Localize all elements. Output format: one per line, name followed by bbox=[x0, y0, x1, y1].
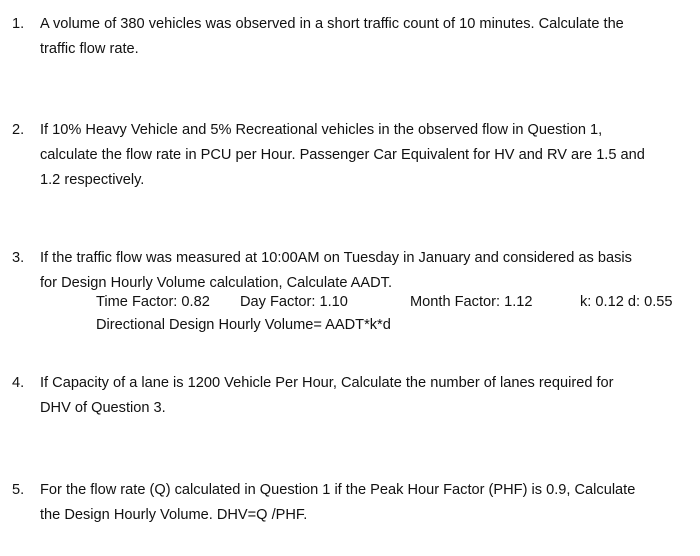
question-line: A volume of 380 vehicles was observed in a short traffic count of 10 minutes. Calculate the bbox=[40, 16, 624, 32]
question-line: If Capacity of a lane is 1200 Vehicle Per Hour, Calculate the number of lanes required for bbox=[40, 375, 614, 391]
question-line: for Design Hourly Volume calculation, Calculate AADT. bbox=[40, 275, 393, 291]
factor-row bbox=[96, 290, 696, 315]
question-line: the Design Hourly Volume. DHV=Q /PHF. bbox=[40, 507, 308, 523]
question-line: 1.2 respectively. bbox=[40, 172, 145, 188]
question-line: calculate the flow rate in PCU per Hour. Passenger Car Equivalent for HV and RV are 1.5 and bbox=[40, 147, 645, 163]
question-number: 3. bbox=[12, 250, 25, 266]
k-d-values: k: 0.12 d: 0.55 bbox=[580, 294, 673, 310]
question-text bbox=[40, 118, 695, 193]
question-text bbox=[40, 12, 695, 62]
question-line: If 10% Heavy Vehicle and 5% Recreational vehicles in the observed flow in Question 1, bbox=[40, 122, 603, 138]
question-number: 5. bbox=[12, 482, 25, 498]
question-line: For the flow rate (Q) calculated in Question 1 if the Peak Hour Factor (PHF) is 0.9, Calculate bbox=[40, 482, 636, 498]
question-text bbox=[40, 246, 695, 296]
formula-line bbox=[96, 313, 696, 338]
time-factor: Time Factor: 0.82 bbox=[96, 294, 210, 310]
question-text bbox=[40, 371, 695, 421]
month-factor: Month Factor: 1.12 bbox=[410, 294, 533, 310]
question-number: 2. bbox=[12, 122, 25, 138]
question-number: 1. bbox=[12, 16, 25, 32]
question-line: traffic flow rate. bbox=[40, 41, 139, 57]
formula-text: Directional Design Hourly Volume= AADT*k*d bbox=[96, 317, 391, 333]
day-factor: Day Factor: 1.10 bbox=[240, 294, 348, 310]
question-line: DHV of Question 3. bbox=[40, 400, 166, 416]
question-line: If the traffic flow was measured at 10:00AM on Tuesday in January and considered as basis bbox=[40, 250, 632, 266]
question-text bbox=[40, 478, 695, 528]
question-number: 4. bbox=[12, 375, 25, 391]
